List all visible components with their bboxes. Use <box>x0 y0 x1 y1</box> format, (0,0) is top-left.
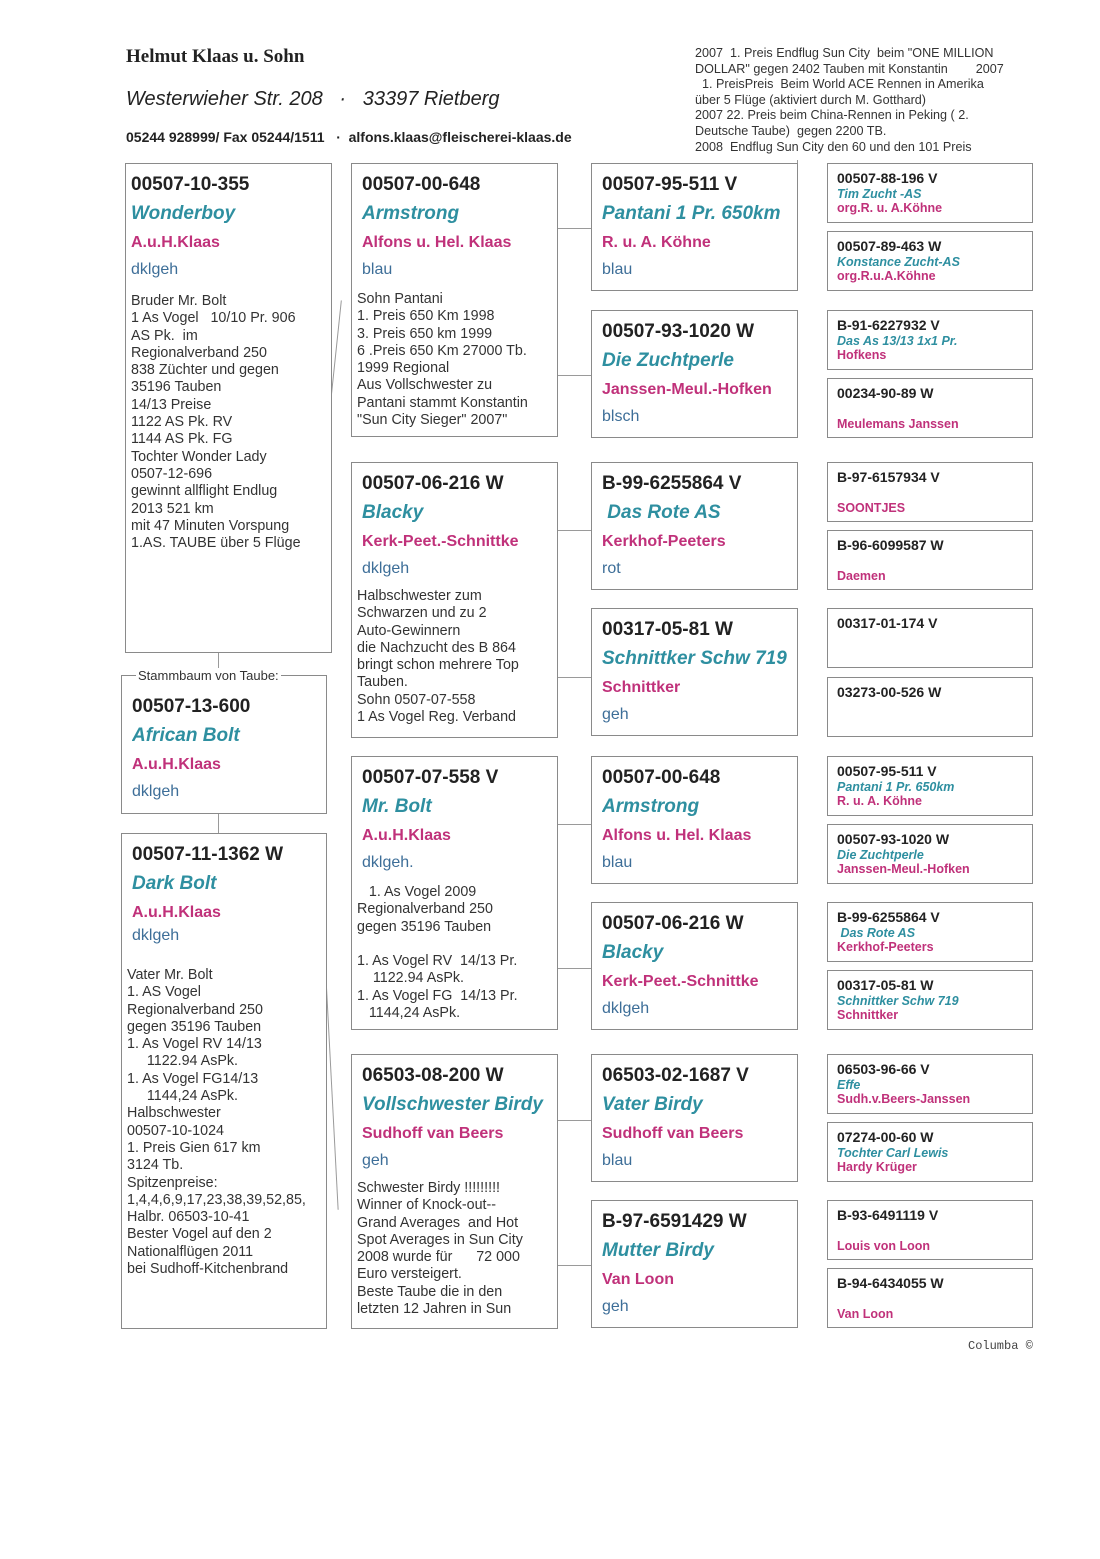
achievement-line: 2007 22. Preis beim China-Rennen in Peking ( 2. <box>695 108 969 123</box>
feather-color: dklgeh <box>131 261 179 278</box>
pigeon-name: Vollschwester Birdy <box>362 1094 543 1115</box>
feather-color: geh <box>602 706 629 723</box>
pedigree-label: Stammbaum von Taube: <box>138 668 279 683</box>
owner-contact: 05244 928999/ Fax 05244/1511 · alfons.klaas@fleischerei-klaas.de <box>126 129 572 145</box>
pigeon-name: Die Zuchtperle <box>602 350 734 371</box>
breeder-name: Kerk-Peet.-Schnittke <box>362 533 519 550</box>
breeder-name: Hardy Krüger <box>837 1160 917 1174</box>
pigeon-notes: Halbschwester zum Schwarzen und zu 2 Auto-Gewinnern die Nachzucht des B 864 bringt schon mehrere Top Tauben. Sohn 0507-07-558 1 As Vogel Reg. Verband <box>357 588 519 726</box>
pigeon-name <box>837 1292 1023 1307</box>
connector-line <box>557 1265 592 1266</box>
pigeon-name: Das As 13/13 1x1 Pr. <box>837 334 958 348</box>
feather-color: dklgeh <box>362 560 410 577</box>
pigeon-name <box>837 486 1023 501</box>
ring-number: B-97-6591429 W <box>602 1211 747 1232</box>
breeder-name: Kerk-Peet.-Schnittke <box>602 973 759 990</box>
pigeon-name: Schnittker Schw 719 <box>602 648 787 669</box>
pedigree-gen4-9[interactable] <box>827 756 1033 816</box>
feather-color: dklgeh <box>132 927 180 944</box>
pedigree-gen4-14[interactable] <box>827 1122 1033 1182</box>
breeder-name: Sudhoff van Beers <box>362 1125 504 1142</box>
breeder-name: SOONTJES <box>837 501 906 515</box>
ring-number: 00507-10-355 <box>131 174 250 195</box>
pedigree-gen4-5[interactable] <box>827 462 1033 522</box>
pedigree-gen3-2[interactable] <box>591 310 798 438</box>
breeder-name: A.u.H.Klaas <box>131 234 220 251</box>
pedigree-gen4-15[interactable] <box>827 1200 1033 1260</box>
ring-number: 00234-90-89 W <box>837 385 934 401</box>
pigeon-notes: Sohn Pantani 1. Preis 650 Km 1998 3. Preis 650 km 1999 6 .Preis 650 Km 27000 Tb. 1999 Regional Aus Vollschwester zu Pantani stammt Konstantin "Sun City Sieger" 2007" <box>357 291 528 429</box>
pedigree-gen3-3[interactable] <box>591 462 798 590</box>
ring-number: 00507-89-463 W <box>837 238 942 254</box>
pigeon-name: Tim Zucht -AS <box>837 187 922 201</box>
achievement-line: DOLLAR" gegen 2402 Tauben mit Konstantin 2007 <box>695 61 1004 76</box>
achievement-line: 2007 1. Preis Endflug Sun City beim "ONE MILLION <box>695 46 994 60</box>
ring-number: B-93-6491119 V <box>837 1207 939 1223</box>
achievement-line: 2008 Endflug Sun City den 60 und den 101 Preis <box>695 139 972 154</box>
ring-number: 00507-95-511 V <box>837 763 937 779</box>
breeder-name: Janssen-Meul.-Hofken <box>837 862 970 876</box>
connector-line <box>557 1120 592 1121</box>
achievement-line: Deutsche Taube) gegen 2200 TB. <box>695 123 887 138</box>
connector-line <box>557 228 592 229</box>
ring-number: B-97-6157934 V <box>837 469 940 485</box>
ring-number: 00507-06-216 W <box>602 913 744 934</box>
pigeon-name: Tochter Carl Lewis <box>837 1146 949 1160</box>
ring-number: 00317-05-81 W <box>837 977 934 993</box>
ring-number: 06503-08-200 W <box>362 1065 504 1086</box>
ring-number: 00507-11-1362 W <box>132 844 284 865</box>
pigeon-name: Effe <box>837 1078 861 1092</box>
ring-number: B-99-6255864 V <box>837 909 940 925</box>
feather-color: dklgeh <box>602 1000 650 1017</box>
breeder-name: Alfons u. Hel. Klaas <box>602 827 752 844</box>
pigeon-name: Mutter Birdy <box>602 1240 714 1261</box>
pedigree-gen4-8[interactable] <box>827 677 1033 737</box>
pedigree-gen4-10[interactable] <box>827 824 1033 884</box>
ring-number: B-91-6227932 V <box>837 317 940 333</box>
ring-number: 00507-00-648 <box>602 767 721 788</box>
breeder-name: Van Loon <box>602 1271 674 1288</box>
breeder-name: Kerkhof-Peeters <box>602 533 726 550</box>
connector-line <box>218 813 219 834</box>
pigeon-name: Konstance Zucht-AS <box>837 255 960 269</box>
ring-number: 00507-07-558 V <box>362 767 499 788</box>
breeder-name: Kerkhof-Peeters <box>837 940 934 954</box>
feather-color: geh <box>362 1152 389 1169</box>
pedigree-gen4-11[interactable] <box>827 902 1033 962</box>
feather-color: blau <box>602 261 633 278</box>
breeder-name: A.u.H.Klaas <box>132 904 221 921</box>
feather-color: dklgeh <box>132 783 180 800</box>
pigeon-name: Wonderboy <box>131 203 236 224</box>
owner-address: Westerwieher Str. 208 · 33397 Rietberg <box>126 88 500 110</box>
connector-line <box>557 375 592 376</box>
pedigree-gen3-6[interactable] <box>591 902 798 1030</box>
breeder-name: A.u.H.Klaas <box>132 756 221 773</box>
pedigree-gen4-6[interactable] <box>827 530 1033 590</box>
pigeon-name: Pantani 1 Pr. 650km <box>837 780 955 794</box>
ring-number: B-99-6255864 V <box>602 473 742 494</box>
ring-number: 03273-00-526 W <box>837 684 942 700</box>
pedigree-gen4-3[interactable] <box>827 310 1033 370</box>
breeder-name: Hofkens <box>837 348 887 362</box>
ring-number: 07274-00-60 W <box>837 1129 934 1145</box>
pigeon-name: Das Rote AS <box>602 502 721 523</box>
breeder-name: Daemen <box>837 569 886 583</box>
pigeon-name: Pantani 1 Pr. 650km <box>602 203 781 224</box>
pigeon-name: African Bolt <box>132 725 240 746</box>
pigeon-name: Armstrong <box>602 796 700 817</box>
ring-number: B-94-6434055 W <box>837 1275 944 1291</box>
breeder-name: Louis von Loon <box>837 1239 931 1253</box>
ring-number: 00317-01-174 V <box>837 615 938 631</box>
pigeon-name: Schnittker Schw 719 <box>837 994 959 1008</box>
pigeon-notes: 1. As Vogel 2009 Regionalverband 250 gegen 35196 Tauben 1. As Vogel RV 14/13 Pr. 1122.94 AsPk. 1. As Vogel FG 14/13 Pr. 1144,24 AsPk. <box>357 884 518 1022</box>
achievements-text <box>695 46 1040 155</box>
pedigree-grandsire-paternal[interactable] <box>351 163 558 437</box>
ring-number: B-96-6099587 W <box>837 537 944 553</box>
pedigree-father[interactable] <box>125 163 332 653</box>
achievement-line: 1. PreisPreis Beim World ACE Rennen in Amerika <box>695 77 984 92</box>
ring-number: 00507-06-216 W <box>362 473 504 494</box>
pigeon-name <box>837 402 1023 417</box>
achievement-line: über 5 Flüge (aktiviert durch M. Gotthard) <box>695 92 926 107</box>
breeder-name: A.u.H.Klaas <box>362 827 451 844</box>
pigeon-notes: Bruder Mr. Bolt 1 As Vogel 10/10 Pr. 906 AS Pk. im Regionalverband 250 838 Züchter und gegen 35196 Tauben 14/13 Preise 1122 AS Pk. RV 1144 AS Pk. FG Tochter Wonder Lady 0507-12-696 gewinnt allflight Endlug 2013 521 km mit 47 Minuten Vorspung 1.AS. TAUBE über 5 Flüge <box>131 293 301 552</box>
pedigree-granddam-maternal[interactable] <box>351 1054 558 1329</box>
pigeon-name: Blacky <box>362 502 424 523</box>
pigeon-name: Blacky <box>602 942 664 963</box>
feather-color: blau <box>602 854 633 871</box>
ring-number: 00507-13-600 <box>132 696 251 717</box>
feather-color: geh <box>602 1298 629 1315</box>
breeder-name: Schnittker <box>602 679 681 696</box>
pigeon-name: Vater Birdy <box>602 1094 703 1115</box>
pedigree-grandsire-maternal[interactable] <box>351 756 558 1030</box>
connector-line <box>557 968 592 969</box>
pigeon-name: Die Zuchtperle <box>837 848 924 862</box>
feather-color: dklgeh. <box>362 854 414 871</box>
breeder-name: Alfons u. Hel. Klaas <box>362 234 512 251</box>
breeder-name: R. u. A. Köhne <box>602 234 711 251</box>
pedigree-gen3-1[interactable] <box>591 163 798 291</box>
ring-number: 00507-93-1020 W <box>837 831 950 847</box>
pigeon-name <box>837 1224 1023 1239</box>
pigeon-name: Armstrong <box>362 203 460 224</box>
pigeon-name: Mr. Bolt <box>362 796 432 817</box>
ring-number: 00507-88-196 V <box>837 170 938 186</box>
feather-color: rot <box>602 560 621 577</box>
pedigree-mother[interactable] <box>121 833 327 1329</box>
feather-color: blau <box>362 261 393 278</box>
pedigree-gen3-7[interactable] <box>591 1054 798 1182</box>
pedigree-gen3-5[interactable] <box>591 756 798 884</box>
pedigree-gen4-4[interactable] <box>827 378 1033 438</box>
breeder-name: org.R.u.A.Köhne <box>837 269 936 283</box>
pedigree-gen3-4[interactable] <box>591 608 798 736</box>
pedigree-gen4-13[interactable] <box>827 1054 1033 1114</box>
connector-line <box>557 530 592 531</box>
breeder-name: R. u. A. Köhne <box>837 794 922 808</box>
breeder-name: Schnittker <box>837 1008 899 1022</box>
owner-name: Helmut Klaas u. Sohn <box>126 46 305 67</box>
pedigree-gen4-1[interactable] <box>827 163 1033 223</box>
breeder-name: Meulemans Janssen <box>837 417 959 431</box>
breeder-name: Sudhoff van Beers <box>602 1125 744 1142</box>
pigeon-notes: Schwester Birdy !!!!!!!!! Winner of Knock-out-- Grand Averages and Hot Spot Averages in Sun City 2008 wurde für 72 000 Euro versteigert. Beste Taube die in den letzten 12 Jahren in Sun <box>357 1180 523 1318</box>
pedigree-gen3-8[interactable] <box>591 1200 798 1328</box>
pedigree-gen4-12[interactable] <box>827 970 1033 1030</box>
pedigree-subject[interactable] <box>121 675 327 814</box>
breeder-name: Van Loon <box>837 1307 894 1321</box>
pigeon-notes: Vater Mr. Bolt 1. AS Vogel Regionalverband 250 gegen 35196 Tauben 1. As Vogel RV 14/13 1122.94 AsPk. 1. As Vogel FG14/13 1144,24 AsPk. Halbschwester 00507-10-1024 1. Preis Gien 617 km 3124 Tb. Spitzenpreise: 1,4,4,6,9,17,23,38,39,52,85, Halbr. 06503-10-41 Bester Vogel auf den 2 Nationalflügen 2011 bei Sudhoff-Kitchenbrand <box>127 967 306 1278</box>
pigeon-name <box>837 554 1023 569</box>
breeder-name: Janssen-Meul.-Hofken <box>602 381 772 398</box>
pigeon-name: Dark Bolt <box>132 873 217 894</box>
ring-number: 06503-96-66 V <box>837 1061 930 1077</box>
feather-color: blau <box>602 1152 633 1169</box>
pigeon-name: Das Rote AS <box>837 926 916 940</box>
ring-number: 06503-02-1687 V <box>602 1065 749 1086</box>
breeder-name: org.R. u. A.Köhne <box>837 201 943 215</box>
ring-number: 00317-05-81 W <box>602 619 733 640</box>
ring-number: 00507-95-511 V <box>602 174 738 195</box>
pedigree-gen4-16[interactable] <box>827 1268 1033 1328</box>
pedigree-gen4-7[interactable] <box>827 608 1033 668</box>
ring-number: 00507-00-648 <box>362 174 481 195</box>
pedigree-granddam-paternal[interactable] <box>351 462 558 738</box>
connector-line <box>557 677 592 678</box>
ring-number: 00507-93-1020 W <box>602 321 755 342</box>
feather-color: blsch <box>602 408 640 425</box>
breeder-name: Sudh.v.Beers-Janssen <box>837 1092 971 1106</box>
software-credit: Columba © <box>968 1339 1033 1353</box>
connector-line <box>557 824 592 825</box>
pedigree-gen4-2[interactable] <box>827 231 1033 291</box>
